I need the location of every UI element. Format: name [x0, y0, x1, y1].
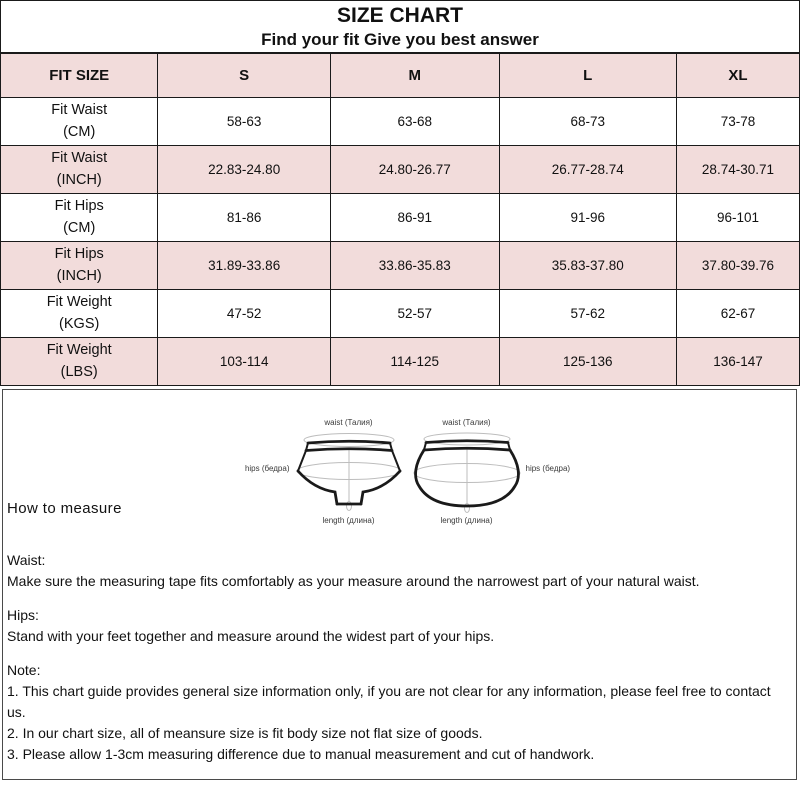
- hips-label-right: hips (бедра): [525, 464, 571, 473]
- size-value-cell: 31.89-33.86: [158, 242, 331, 290]
- size-table-row: [1, 194, 800, 242]
- size-value-cell: 33.86-35.83: [330, 242, 499, 290]
- row-label: Fit Hips (INCH): [1, 242, 158, 290]
- size-table-row: [1, 290, 800, 338]
- instruction-line: 1. This chart guide provides general size information only, if you are not clear for any information, please feel free to contact us.: [7, 683, 771, 720]
- size-table: [0, 53, 800, 386]
- size-value-cell: 91-96: [499, 194, 676, 242]
- page-title: SIZE CHART: [337, 4, 463, 27]
- row-label: Fit Hips (CM): [1, 194, 158, 242]
- hips-label-left: hips (бедра): [244, 464, 290, 473]
- instruction-heading: Waist:: [7, 552, 46, 568]
- size-value-cell: 86-91: [330, 194, 499, 242]
- size-value-cell: 96-101: [676, 194, 799, 242]
- fit-size-header: FIT SIZE: [1, 54, 158, 98]
- size-value-cell: 57-62: [499, 290, 676, 338]
- size-column-header: L: [499, 54, 676, 98]
- size-value-cell: 35.83-37.80: [499, 242, 676, 290]
- size-value-cell: 28.74-30.71: [676, 146, 799, 194]
- size-table-row: [1, 146, 800, 194]
- instruction-heading: Note:: [7, 662, 41, 678]
- size-value-cell: 136-147: [676, 338, 799, 386]
- measurement-diagram: [245, 418, 570, 526]
- size-value-cell: 47-52: [158, 290, 331, 338]
- size-value-cell: 24.80-26.77: [330, 146, 499, 194]
- size-value-cell: 68-73: [499, 98, 676, 146]
- measure-info-panel: [2, 389, 797, 780]
- size-column-header: S: [158, 54, 331, 98]
- size-value-cell: 37.80-39.76: [676, 242, 799, 290]
- title-block: [0, 0, 800, 53]
- size-column-header: XL: [676, 54, 799, 98]
- instructions: [7, 550, 792, 765]
- size-value-cell: 22.83-24.80: [158, 146, 331, 194]
- boyshort-sketch: [412, 418, 522, 526]
- size-value-cell: 103-114: [158, 338, 331, 386]
- waist-label-right: waist (Талия): [442, 418, 491, 427]
- length-label-right: length (длина): [440, 516, 493, 525]
- size-column-header: M: [330, 54, 499, 98]
- size-value-cell: 73-78: [676, 98, 799, 146]
- size-value-cell: 62-67: [676, 290, 799, 338]
- instruction-line: 2. In our chart size, all of meansure size is fit body size not flat size of goods.: [7, 725, 483, 741]
- page-subtitle: Find your fit Give you best answer: [261, 30, 539, 49]
- length-label-left: length (длина): [322, 516, 375, 525]
- row-label: Fit Waist (INCH): [1, 146, 158, 194]
- panty-brief-sketch-icon: [294, 430, 404, 514]
- size-table-row: [1, 242, 800, 290]
- size-table-row: [1, 338, 800, 386]
- instruction-heading: Hips:: [7, 607, 39, 623]
- row-label: Fit Weight (KGS): [1, 290, 158, 338]
- size-value-cell: 58-63: [158, 98, 331, 146]
- size-value-cell: 81-86: [158, 194, 331, 242]
- instruction-line: Make sure the measuring tape fits comfortably as your measure around the narrowest part of your natural waist.: [7, 573, 700, 589]
- instruction-line: Stand with your feet together and measure around the widest part of your hips.: [7, 628, 495, 644]
- waist-label-left: waist (Талия): [324, 418, 373, 427]
- how-to-measure-heading: How to measure: [7, 500, 122, 517]
- size-value-cell: 26.77-28.74: [499, 146, 676, 194]
- row-label: Fit Weight (LBS): [1, 338, 158, 386]
- size-value-cell: 114-125: [330, 338, 499, 386]
- panty-boyshort-sketch-icon: [412, 430, 522, 514]
- size-value-cell: 63-68: [330, 98, 499, 146]
- brief-sketch: [294, 418, 404, 526]
- instruction-line: 3. Please allow 1-3cm measuring difference due to manual measurement and cut of handwork.: [7, 746, 595, 762]
- size-value-cell: 52-57: [330, 290, 499, 338]
- row-label: Fit Waist (CM): [1, 98, 158, 146]
- size-value-cell: 125-136: [499, 338, 676, 386]
- size-table-row: [1, 98, 800, 146]
